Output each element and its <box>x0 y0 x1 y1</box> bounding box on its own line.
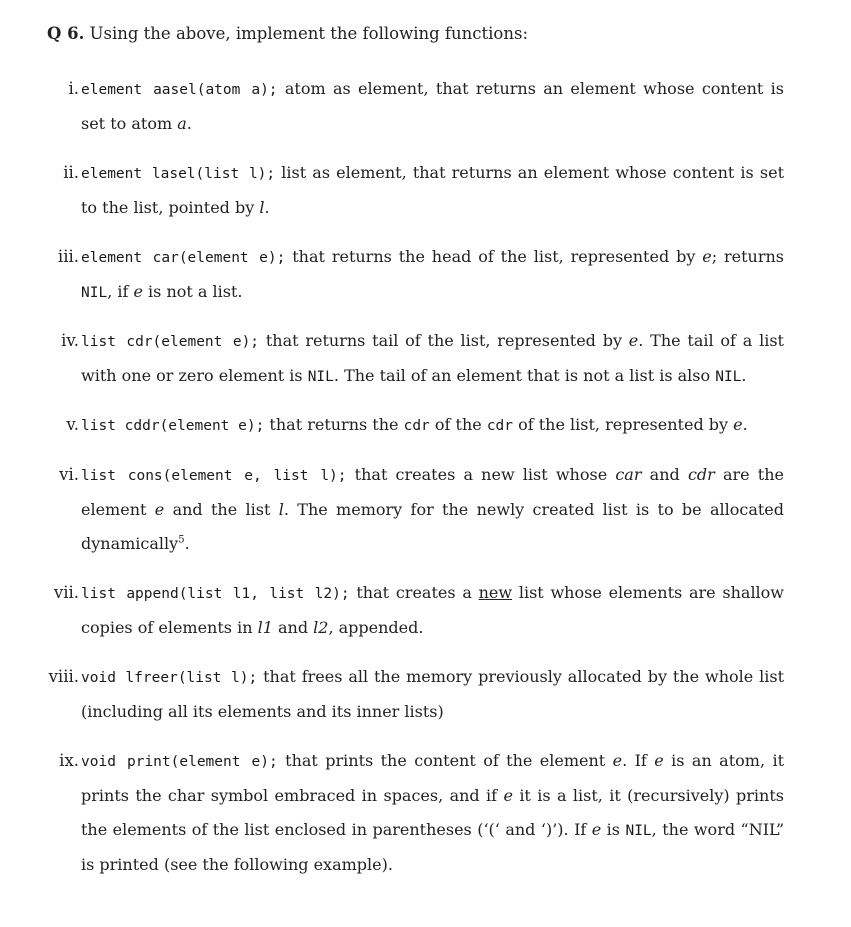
text-run: that returns tail of the list, represented by <box>259 331 629 350</box>
inline-code: NIL <box>81 285 108 301</box>
item-text <box>81 660 784 729</box>
math-var: e <box>654 751 664 770</box>
text-run: of the list, represented by <box>513 415 734 434</box>
text-run: that creates a <box>349 583 479 602</box>
footnote-marker: 5 <box>178 534 185 546</box>
text-run: . The tail of a list with one or zero element is <box>81 331 784 385</box>
item-text <box>81 408 784 443</box>
text-run: that creates a new list whose <box>346 465 616 484</box>
text-run: that prints the content of the element <box>277 751 613 770</box>
item-text <box>81 72 784 141</box>
text-run: of the <box>429 415 487 434</box>
math-var: e <box>133 282 143 301</box>
inline-code: NIL <box>715 369 742 385</box>
math-var: e <box>733 415 743 434</box>
item-numeral: ii. <box>63 163 79 182</box>
item-text <box>81 458 784 561</box>
text-run: that returns the head of the list, represented by <box>285 247 703 266</box>
text-run: and <box>641 465 688 484</box>
inline-code: NIL <box>625 823 652 839</box>
function-signature: void print(element e); <box>81 754 278 770</box>
math-var: l <box>278 500 284 519</box>
text-run: is <box>601 820 626 839</box>
text-run: it is a list, it (recursively) prints the elements of the list enclosed in parentheses (‘(‘ and ‘)’). If <box>81 786 784 839</box>
text-run: . The tail of an element that is not a list is also <box>333 366 716 385</box>
item-numeral: viii. <box>48 667 79 686</box>
question-text: Using the above, implement the following functions: <box>89 24 529 43</box>
question-heading <box>47 22 528 46</box>
text-run: that returns the <box>264 415 404 434</box>
item-text <box>81 240 784 310</box>
math-var: l <box>259 198 265 217</box>
math-var: e <box>702 247 712 266</box>
math-var: cdr <box>687 465 715 484</box>
item-text <box>81 744 784 882</box>
text-run: . If <box>622 751 655 770</box>
math-var: e <box>591 820 602 839</box>
text-run: and <box>272 618 314 637</box>
text-run: is an atom, it prints the char symbol embraced in spaces, and if <box>81 751 784 805</box>
math-var: car <box>615 465 642 484</box>
text-run: . <box>186 114 192 133</box>
text-run: list as element, that returns an element whose content is set to the list, pointed by <box>81 163 785 217</box>
inline-code: NIL <box>307 369 334 385</box>
function-signature: list cons(element e, list l); <box>81 468 347 484</box>
text-run: , appended. <box>328 618 424 637</box>
math-var: e <box>612 751 623 770</box>
function-signature: list cddr(element e); <box>81 418 265 434</box>
math-var: e <box>628 331 639 350</box>
text-run: , the word “NIL” is printed (see the following example). <box>81 820 785 874</box>
text-run: . <box>264 198 270 217</box>
math-var: e <box>154 500 165 519</box>
text-run: . The memory for the newly created list is to be allocated dynamically <box>81 500 784 553</box>
inline-code: cdr <box>486 418 514 434</box>
item-text <box>81 576 784 645</box>
item-numeral: ix. <box>59 751 79 770</box>
text-run: atom as element, that returns an element whose content is set to atom <box>81 79 785 133</box>
item-numeral: iv. <box>61 331 79 350</box>
function-signature: element car(element e); <box>81 250 286 266</box>
text-run: and the list <box>164 500 279 519</box>
text-run: is not a list. <box>142 282 243 301</box>
text-run: . <box>742 415 748 434</box>
item-numeral: vii. <box>53 583 79 602</box>
function-signature: void lfreer(list l); <box>81 670 258 686</box>
item-numeral: vi. <box>59 465 79 484</box>
underlined-word: new <box>478 583 513 602</box>
function-signature: list append(list l1, list l2); <box>81 586 350 602</box>
item-text <box>81 324 784 394</box>
text-run: list whose elements are shallow copies of elements in <box>81 583 785 637</box>
function-signature: list cdr(element e); <box>81 334 260 350</box>
math-var: l2 <box>313 618 329 637</box>
text-run: are the element <box>81 465 784 519</box>
text-run: , if <box>107 282 134 301</box>
math-var: a <box>177 114 187 133</box>
math-var: e <box>503 786 513 805</box>
item-numeral: v. <box>66 415 79 434</box>
item-text <box>81 156 784 225</box>
function-signature: element aasel(atom a); <box>81 82 278 98</box>
text-run: that frees all the memory previously allocated by the whole list (including all its elements and its inner lists) <box>81 667 784 721</box>
inline-code: cdr <box>403 418 430 434</box>
item-numeral: i. <box>68 79 79 98</box>
text-run: . <box>741 366 747 385</box>
function-signature: element lasel(list l); <box>81 166 276 182</box>
math-var: l1 <box>257 618 273 637</box>
text-run: . <box>184 534 190 553</box>
text-run: ; returns <box>711 247 784 266</box>
item-numeral: iii. <box>57 247 79 266</box>
question-number: Q 6. <box>47 24 85 43</box>
